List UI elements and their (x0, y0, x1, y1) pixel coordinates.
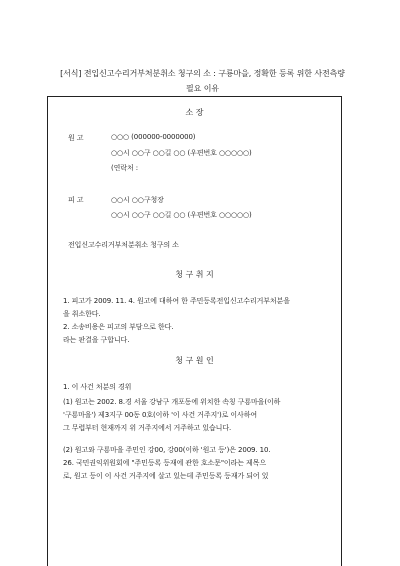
plaintiff-address: ○○시 ○○구 ○○길 ○○ (우편번호 ○○○○○) (111, 149, 252, 157)
paragraph-line: 26. 국민권익위원회에 "주민등록 등재에 관한 호소문"이라는 제목으 (63, 459, 267, 467)
plaintiff-name-id: ○○○ (000000-0000000) (111, 133, 196, 141)
document-title: 소 장 (185, 108, 204, 117)
grounds-paragraph-2 (63, 444, 338, 483)
paragraph-line: 그 무렵부터 현재까지 위 거주지에서 거주하고 있습니다. (63, 424, 232, 432)
grounds-paragraph-1 (63, 396, 338, 435)
defendant-name: ○○시 ○○구청장 (111, 196, 164, 204)
paragraph-line: '구룡마을') 제3지구 00동 0호(이하 '이 사건 거주지')로 이사하여 (63, 411, 258, 419)
plaintiff-role-label: 원 고 (68, 134, 84, 142)
defendant-role-label: 피 고 (68, 196, 84, 204)
claims-list (63, 295, 333, 347)
grounds-heading: 청 구 원 인 (175, 356, 214, 365)
defendant-address: ○○시 ○○구 ○○길 ○○ (우편번호 ○○○○○) (111, 211, 252, 219)
claims-item: 1. 피고가 2009. 11. 4. 원고에 대하여 한 주민등록전입신고수리거부처분을 (63, 297, 290, 305)
claims-item: 2. 소송비용은 피고의 부담으로 한다. (63, 323, 174, 331)
paragraph-line: (1) 원고는 2002. 8.경 서울 강남구 개포동에 위치한 속칭 구룡마을(이하 (63, 398, 281, 406)
header-title-line1: [서식] 전입신고수리거부처분취소 청구의 소 : 구룡마을, 정확한 등록 위한 사전측량 (60, 69, 345, 78)
paragraph-line: 로, 원고 등이 이 사건 거주지에 살고 있는데 주민등록 등재가 되어 있 (63, 472, 269, 480)
claims-item: 을 취소한다. (63, 310, 101, 318)
grounds-section-1 (63, 381, 338, 394)
page-header (30, 66, 375, 96)
claims-item: 라는 판결을 구합니다. (63, 336, 130, 344)
header-title-line2: 필요 이유 (186, 84, 219, 93)
case-name: 전입신고수리거부처분취소 청구의 소 (68, 241, 179, 249)
complaint-document (47, 96, 342, 566)
plaintiff-contact: (연락처 : (111, 164, 139, 172)
paragraph-line: (2) 원고와 구룡마을 주민인 강00, 강00(이하 '원고 등')은 2009. 10. (63, 446, 271, 454)
grounds-section-title: 1. 이 사건 처분의 경위 (63, 383, 132, 391)
claims-heading: 청 구 취 지 (175, 270, 214, 279)
